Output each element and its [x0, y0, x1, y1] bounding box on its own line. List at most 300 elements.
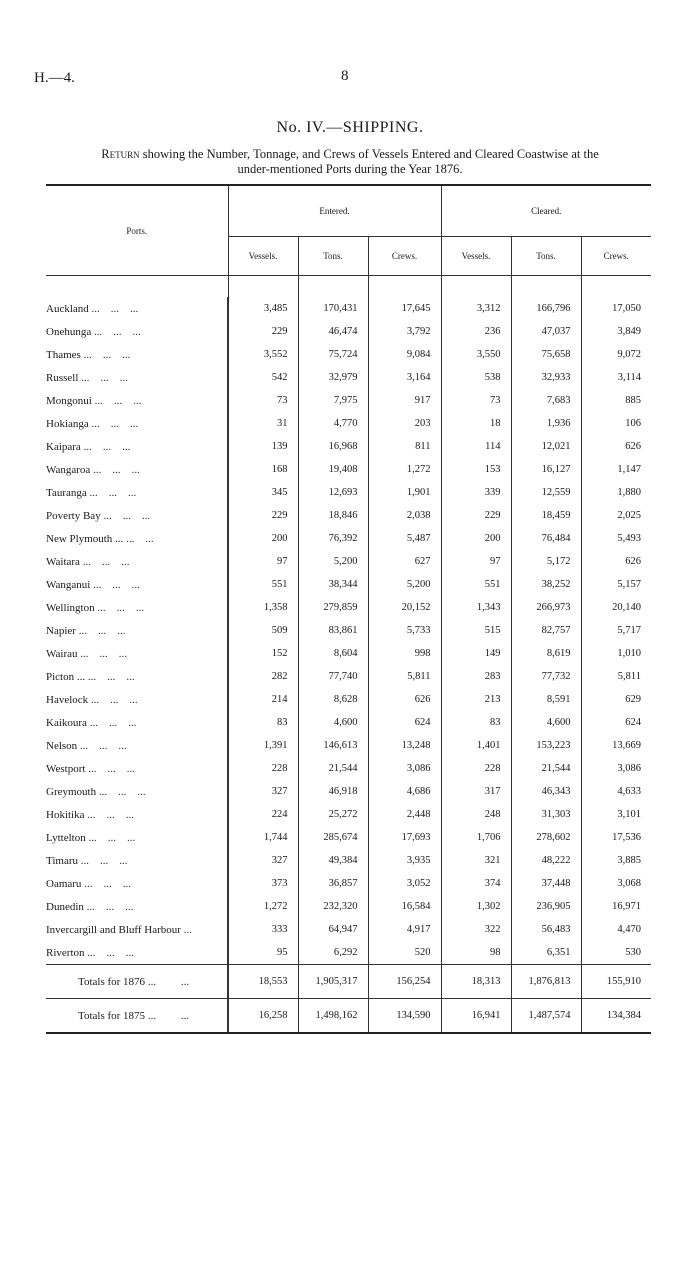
- cleared-tons-cell: 153,223: [511, 734, 581, 757]
- cleared-crews-cell: 5,493: [581, 527, 651, 550]
- entered-crews-cell: 626: [368, 688, 441, 711]
- leader-dots: ... ... ...: [89, 716, 137, 729]
- table-row: [46, 527, 651, 550]
- leader-dots: ... ... ...: [84, 877, 131, 890]
- cleared-crews-cell: 17,536: [581, 826, 651, 849]
- cleared-crews-cell: 13,669: [581, 734, 651, 757]
- entered-crews-header: Crews.: [368, 237, 441, 276]
- port-cell: [46, 389, 228, 412]
- entered-crews-cell: 5,200: [368, 573, 441, 596]
- port-name: Havelock: [46, 693, 89, 706]
- leader-dots: ... ... ...: [78, 624, 126, 637]
- port-name: Wairau: [46, 647, 78, 660]
- cleared-crews-cell: 885: [581, 389, 651, 412]
- cleared-tons-cell: 16,127: [511, 458, 581, 481]
- entered-tons-header: Tons.: [298, 237, 368, 276]
- table-row: [46, 389, 651, 412]
- entered-crews-cell: 4,917: [368, 918, 441, 941]
- entered-tons-cell: 285,674: [298, 826, 368, 849]
- entered-crews-cell: 156,254: [368, 965, 441, 999]
- entered-vessels-cell: 83: [228, 711, 298, 734]
- entered-tons-cell: 146,613: [298, 734, 368, 757]
- cleared-vessels-cell: 18,313: [441, 965, 511, 999]
- leader-dots: ... ... ...: [80, 854, 128, 867]
- leader-dots: ...: [183, 923, 192, 936]
- table-row: [46, 596, 651, 619]
- port-cell: [46, 849, 228, 872]
- entered-tons-cell: 77,740: [298, 665, 368, 688]
- totals-label: Totals for 1876: [78, 975, 146, 988]
- cleared-crews-cell: 155,910: [581, 965, 651, 999]
- document-reference: H.—4.: [34, 70, 75, 86]
- port-cell: [46, 596, 228, 619]
- leader-dots: ... ... ...: [88, 762, 135, 775]
- leader-dots: ... ... ...: [87, 946, 134, 959]
- entered-crews-cell: 3,792: [368, 320, 441, 343]
- port-name: Riverton: [46, 946, 85, 959]
- entered-vessels-cell: 1,744: [228, 826, 298, 849]
- entered-crews-cell: 17,693: [368, 826, 441, 849]
- port-cell: [46, 918, 228, 941]
- cleared-vessels-cell: 322: [441, 918, 511, 941]
- port-cell: [46, 872, 228, 895]
- entered-crews-cell: 5,811: [368, 665, 441, 688]
- entered-tons-cell: 64,947: [298, 918, 368, 941]
- entered-tons-cell: 19,408: [298, 458, 368, 481]
- entered-vessels-cell: 18,553: [228, 965, 298, 999]
- cleared-vessels-cell: 149: [441, 642, 511, 665]
- totals-row: [46, 999, 651, 1034]
- port-name: Wangaroa: [46, 463, 91, 476]
- table-row: [46, 343, 651, 366]
- cleared-vessels-cell: 538: [441, 366, 511, 389]
- cleared-tons-cell: 7,683: [511, 389, 581, 412]
- table-row: [46, 826, 651, 849]
- entered-vessels-cell: 139: [228, 435, 298, 458]
- cleared-crews-cell: 3,068: [581, 872, 651, 895]
- cleared-crews-cell: 9,072: [581, 343, 651, 366]
- leader-dots: ... ... ...: [93, 325, 141, 338]
- entered-tons-cell: 21,544: [298, 757, 368, 780]
- leader-dots: ... ...: [126, 532, 154, 545]
- entered-crews-cell: 5,487: [368, 527, 441, 550]
- ports-header: Ports.: [126, 225, 148, 236]
- port-name: Picton ...: [46, 670, 86, 683]
- leader-dots: ... ... ...: [94, 394, 142, 407]
- cleared-vessels-cell: 3,550: [441, 343, 511, 366]
- entered-crews-cell: 1,272: [368, 458, 441, 481]
- table-row: [46, 734, 651, 757]
- cleared-tons-cell: 1,487,574: [511, 999, 581, 1034]
- cleared-vessels-cell: 114: [441, 435, 511, 458]
- port-name: Poverty Bay: [46, 509, 101, 522]
- entered-tons-cell: 46,918: [298, 780, 368, 803]
- entered-crews-cell: 20,152: [368, 596, 441, 619]
- entered-tons-cell: 1,498,162: [298, 999, 368, 1034]
- cleared-tons-cell: 8,591: [511, 688, 581, 711]
- cleared-tons-cell: 75,658: [511, 343, 581, 366]
- table-row: [46, 435, 651, 458]
- cleared-tons-cell: 47,037: [511, 320, 581, 343]
- entered-tons-cell: 76,392: [298, 527, 368, 550]
- port-name: Dunedin: [46, 900, 84, 913]
- cleared-tons-cell: 21,544: [511, 757, 581, 780]
- cleared-crews-cell: 530: [581, 941, 651, 965]
- cleared-crews-cell: 1,010: [581, 642, 651, 665]
- leader-dots: ... ... ...: [103, 509, 151, 522]
- port-cell: [46, 688, 228, 711]
- table-row: [46, 481, 651, 504]
- port-name: Wellington: [46, 601, 95, 614]
- entered-tons-cell: 4,600: [298, 711, 368, 734]
- cleared-header: Cleared.: [441, 186, 651, 237]
- entered-vessels-cell: 509: [228, 619, 298, 642]
- subtitle-lead: Return: [101, 147, 140, 161]
- cleared-tons-cell: 5,172: [511, 550, 581, 573]
- cleared-vessels-cell: 200: [441, 527, 511, 550]
- cleared-tons-cell: 31,303: [511, 803, 581, 826]
- cleared-tons-cell: 6,351: [511, 941, 581, 965]
- port-cell: [46, 343, 228, 366]
- cleared-tons-cell: 32,933: [511, 366, 581, 389]
- entered-vessels-cell: 228: [228, 757, 298, 780]
- entered-crews-cell: 3,052: [368, 872, 441, 895]
- entered-tons-cell: 16,968: [298, 435, 368, 458]
- entered-vessels-cell: 551: [228, 573, 298, 596]
- cleared-vessels-cell: 1,343: [441, 596, 511, 619]
- entered-vessels-cell: 1,391: [228, 734, 298, 757]
- subtitle-line1: showing the Number, Tonnage, and Crews of Vessels Entered and Cleared Coastwise at the: [139, 147, 599, 161]
- leader-dots: ... ... ...: [79, 739, 127, 752]
- cleared-tons-cell: 77,732: [511, 665, 581, 688]
- port-cell: [46, 481, 228, 504]
- port-name: Russell: [46, 371, 79, 384]
- entered-crews-cell: 17,645: [368, 297, 441, 320]
- port-name: Nelson: [46, 739, 78, 752]
- table-row: [46, 688, 651, 711]
- entered-tons-cell: 1,905,317: [298, 965, 368, 999]
- entered-vessels-cell: 16,258: [228, 999, 298, 1034]
- port-cell: [46, 412, 228, 435]
- cleared-tons-cell: 266,973: [511, 596, 581, 619]
- entered-vessels-cell: 1,358: [228, 596, 298, 619]
- entered-vessels-cell: 327: [228, 849, 298, 872]
- entered-crews-cell: 3,086: [368, 757, 441, 780]
- document-subtitle: [47, 147, 653, 177]
- port-name: Kaikoura: [46, 716, 87, 729]
- leader-dots: ... ...: [147, 975, 190, 988]
- port-cell: [46, 734, 228, 757]
- entered-vessels-cell: 152: [228, 642, 298, 665]
- subtitle-line2: under-mentioned Ports during the Year 1876.: [237, 162, 463, 176]
- entered-crews-cell: 9,084: [368, 343, 441, 366]
- leader-dots: ... ... ...: [91, 417, 139, 430]
- port-name: Hokianga: [46, 417, 89, 430]
- table-row: [46, 642, 651, 665]
- port-name: Lyttelton: [46, 831, 86, 844]
- cleared-crews-cell: 3,885: [581, 849, 651, 872]
- cleared-vessels-cell: 229: [441, 504, 511, 527]
- cleared-tons-cell: 166,796: [511, 297, 581, 320]
- port-name: Onehunga: [46, 325, 92, 338]
- cleared-vessels-cell: 228: [441, 757, 511, 780]
- leader-dots: ... ... ...: [88, 831, 136, 844]
- port-cell: [46, 320, 228, 343]
- leader-dots: ... ... ...: [98, 785, 146, 798]
- cleared-vessels-cell: 1,302: [441, 895, 511, 918]
- entered-crews-cell: 998: [368, 642, 441, 665]
- port-cell: [46, 297, 228, 320]
- table-row: [46, 803, 651, 826]
- cleared-tons-cell: 82,757: [511, 619, 581, 642]
- entered-vessels-header: Vessels.: [228, 237, 298, 276]
- port-cell: [46, 573, 228, 596]
- cleared-tons-cell: 1,936: [511, 412, 581, 435]
- entered-crews-cell: 627: [368, 550, 441, 573]
- entered-vessels-cell: 229: [228, 504, 298, 527]
- table-row: [46, 412, 651, 435]
- cleared-tons-cell: 18,459: [511, 504, 581, 527]
- cleared-vessels-cell: 18: [441, 412, 511, 435]
- cleared-vessels-cell: 83: [441, 711, 511, 734]
- port-name: Napier: [46, 624, 76, 637]
- leader-dots: ... ... ...: [97, 601, 145, 614]
- document-title: No. IV.—SHIPPING.: [276, 119, 424, 136]
- port-name: Kaipara: [46, 440, 81, 453]
- entered-vessels-cell: 542: [228, 366, 298, 389]
- leader-dots: ... ... ...: [89, 486, 137, 499]
- entered-crews-cell: 13,248: [368, 734, 441, 757]
- cleared-tons-cell: 12,021: [511, 435, 581, 458]
- table-row: [46, 665, 651, 688]
- leader-dots: ... ... ...: [83, 440, 131, 453]
- entered-tons-cell: 36,857: [298, 872, 368, 895]
- port-name: Wanganui: [46, 578, 91, 591]
- port-cell: [46, 619, 228, 642]
- port-name: Tauranga: [46, 486, 87, 499]
- port-name: Westport: [46, 762, 86, 775]
- entered-crews-cell: 917: [368, 389, 441, 412]
- entered-vessels-cell: 97: [228, 550, 298, 573]
- cleared-vessels-cell: 248: [441, 803, 511, 826]
- cleared-crews-cell: 5,157: [581, 573, 651, 596]
- port-name: Invercargill and Bluff Harbour: [46, 923, 181, 936]
- cleared-tons-cell: 8,619: [511, 642, 581, 665]
- port-cell: [46, 435, 228, 458]
- cleared-crews-cell: 17,050: [581, 297, 651, 320]
- port-cell: [46, 665, 228, 688]
- cleared-crews-cell: 16,971: [581, 895, 651, 918]
- entered-vessels-cell: 95: [228, 941, 298, 965]
- cleared-crews-cell: 624: [581, 711, 651, 734]
- cleared-vessels-cell: 3,312: [441, 297, 511, 320]
- cleared-vessels-cell: 317: [441, 780, 511, 803]
- entered-vessels-cell: 200: [228, 527, 298, 550]
- table-row: [46, 320, 651, 343]
- leader-dots: ... ...: [147, 1009, 190, 1022]
- entered-tons-cell: 4,770: [298, 412, 368, 435]
- cleared-vessels-cell: 374: [441, 872, 511, 895]
- entered-tons-cell: 279,859: [298, 596, 368, 619]
- port-cell: [46, 780, 228, 803]
- cleared-tons-cell: 56,483: [511, 918, 581, 941]
- cleared-crews-header: Crews.: [581, 237, 651, 276]
- entered-tons-cell: 170,431: [298, 297, 368, 320]
- leader-dots: ... ... ...: [83, 348, 131, 361]
- leader-dots: ... ... ...: [93, 463, 140, 476]
- entered-vessels-cell: 333: [228, 918, 298, 941]
- port-name: Waitara: [46, 555, 80, 568]
- cleared-vessels-cell: 236: [441, 320, 511, 343]
- port-name: Hokitika: [46, 808, 85, 821]
- totals-label-cell: [46, 999, 228, 1034]
- entered-vessels-cell: 168: [228, 458, 298, 481]
- port-cell: [46, 458, 228, 481]
- cleared-vessels-cell: 98: [441, 941, 511, 965]
- entered-tons-cell: 6,292: [298, 941, 368, 965]
- port-cell: [46, 895, 228, 918]
- cleared-crews-cell: 626: [581, 550, 651, 573]
- cleared-vessels-cell: 73: [441, 389, 511, 412]
- entered-crews-cell: 2,038: [368, 504, 441, 527]
- entered-crews-cell: 134,590: [368, 999, 441, 1034]
- entered-tons-cell: 25,272: [298, 803, 368, 826]
- leader-dots: ... ... ...: [87, 808, 134, 821]
- port-name: Thames: [46, 348, 81, 361]
- cleared-crews-cell: 1,147: [581, 458, 651, 481]
- cleared-vessels-cell: 551: [441, 573, 511, 596]
- cleared-crews-cell: 3,114: [581, 366, 651, 389]
- port-cell: [46, 803, 228, 826]
- entered-tons-cell: 8,604: [298, 642, 368, 665]
- cleared-tons-cell: 48,222: [511, 849, 581, 872]
- entered-tons-cell: 232,320: [298, 895, 368, 918]
- leader-dots: ... ... ...: [90, 693, 138, 706]
- table-row: [46, 849, 651, 872]
- table-row: [46, 619, 651, 642]
- cleared-crews-cell: 3,849: [581, 320, 651, 343]
- table-row: [46, 573, 651, 596]
- entered-crews-cell: 811: [368, 435, 441, 458]
- cleared-crews-cell: 2,025: [581, 504, 651, 527]
- entered-vessels-cell: 373: [228, 872, 298, 895]
- entered-tons-cell: 32,979: [298, 366, 368, 389]
- cleared-vessels-cell: 16,941: [441, 999, 511, 1034]
- cleared-crews-cell: 106: [581, 412, 651, 435]
- entered-tons-cell: 75,724: [298, 343, 368, 366]
- entered-crews-cell: 4,686: [368, 780, 441, 803]
- entered-vessels-cell: 327: [228, 780, 298, 803]
- entered-tons-cell: 5,200: [298, 550, 368, 573]
- port-cell: [46, 504, 228, 527]
- entered-tons-cell: 7,975: [298, 389, 368, 412]
- entered-crews-cell: 520: [368, 941, 441, 965]
- table-row: [46, 780, 651, 803]
- cleared-crews-cell: 626: [581, 435, 651, 458]
- cleared-crews-cell: 5,811: [581, 665, 651, 688]
- entered-crews-cell: 3,935: [368, 849, 441, 872]
- entered-crews-cell: 3,164: [368, 366, 441, 389]
- entered-vessels-cell: 345: [228, 481, 298, 504]
- leader-dots: ... ... ...: [80, 647, 127, 660]
- leader-dots: ... ... ...: [81, 371, 128, 384]
- entered-crews-cell: 203: [368, 412, 441, 435]
- cleared-tons-cell: 38,252: [511, 573, 581, 596]
- entered-tons-cell: 46,474: [298, 320, 368, 343]
- cleared-crews-cell: 5,717: [581, 619, 651, 642]
- cleared-vessels-cell: 1,706: [441, 826, 511, 849]
- entered-tons-cell: 49,384: [298, 849, 368, 872]
- cleared-tons-cell: 37,448: [511, 872, 581, 895]
- port-cell: [46, 941, 228, 965]
- cleared-crews-cell: 3,101: [581, 803, 651, 826]
- cleared-vessels-cell: 515: [441, 619, 511, 642]
- entered-crews-cell: 5,733: [368, 619, 441, 642]
- entered-vessels-cell: 31: [228, 412, 298, 435]
- leader-dots: ... ... ...: [93, 578, 140, 591]
- cleared-vessels-cell: 153: [441, 458, 511, 481]
- table-row: [46, 711, 651, 734]
- cleared-vessels-cell: 283: [441, 665, 511, 688]
- table-row: [46, 918, 651, 941]
- cleared-vessels-header: Vessels.: [441, 237, 511, 276]
- entered-vessels-cell: 73: [228, 389, 298, 412]
- port-name: New Plymouth ...: [46, 532, 124, 545]
- port-name: Greymouth: [46, 785, 97, 798]
- cleared-tons-cell: 12,559: [511, 481, 581, 504]
- cleared-vessels-cell: 213: [441, 688, 511, 711]
- entered-vessels-cell: 229: [228, 320, 298, 343]
- entered-vessels-cell: 214: [228, 688, 298, 711]
- entered-vessels-cell: 224: [228, 803, 298, 826]
- port-cell: [46, 527, 228, 550]
- entered-vessels-cell: 3,485: [228, 297, 298, 320]
- cleared-crews-cell: 629: [581, 688, 651, 711]
- entered-header: Entered.: [228, 186, 441, 237]
- port-cell: [46, 550, 228, 573]
- leader-dots: ... ... ...: [82, 555, 130, 568]
- shipping-table: [46, 184, 651, 1034]
- entered-tons-cell: 83,861: [298, 619, 368, 642]
- cleared-crews-cell: 1,880: [581, 481, 651, 504]
- entered-tons-cell: 8,628: [298, 688, 368, 711]
- port-cell: [46, 366, 228, 389]
- table-row: [46, 757, 651, 780]
- port-name: Mongonui: [46, 394, 92, 407]
- entered-crews-cell: 16,584: [368, 895, 441, 918]
- port-cell: [46, 826, 228, 849]
- cleared-tons-cell: 1,876,813: [511, 965, 581, 999]
- entered-crews-cell: 624: [368, 711, 441, 734]
- entered-vessels-cell: 1,272: [228, 895, 298, 918]
- cleared-tons-cell: 76,484: [511, 527, 581, 550]
- port-cell: [46, 642, 228, 665]
- cleared-tons-cell: 4,600: [511, 711, 581, 734]
- totals-label-cell: [46, 965, 228, 999]
- entered-tons-cell: 18,846: [298, 504, 368, 527]
- entered-crews-cell: 2,448: [368, 803, 441, 826]
- table-row: [46, 504, 651, 527]
- leader-dots: ... ... ...: [91, 302, 139, 315]
- cleared-crews-cell: 134,384: [581, 999, 651, 1034]
- entered-tons-cell: 38,344: [298, 573, 368, 596]
- cleared-crews-cell: 3,086: [581, 757, 651, 780]
- cleared-crews-cell: 4,470: [581, 918, 651, 941]
- entered-vessels-cell: 282: [228, 665, 298, 688]
- table-row: [46, 458, 651, 481]
- totals-row: [46, 965, 651, 999]
- table-row: [46, 297, 651, 320]
